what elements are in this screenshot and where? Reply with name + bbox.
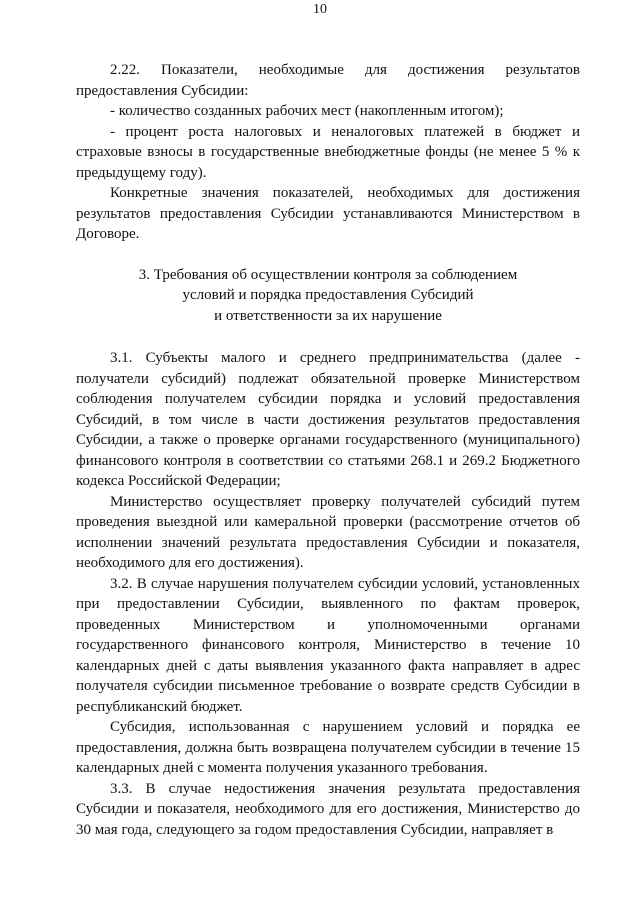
- paragraph-2-22-closing: Конкретные значения показателей, необходимых для достижения результатов предоставления Субсидии устанавливаются Министерством в Договоре.: [76, 185, 580, 242]
- paragraph-3-2-return: Субсидия, использованная с нарушением условий и порядка ее предоставления, должна быть возвращена получателем субсидии в течение 15 календарных дней с момента получения указанного требования.: [76, 719, 580, 776]
- page-number: 10: [313, 2, 327, 17]
- list-item-tax-growth: - процент роста налоговых и неналоговых платежей в бюджет и страховые взносы в государственные внебюджетные фонды (не менее 5 % к предыдущему году).: [76, 123, 580, 181]
- paragraph-3-2: 3.2. В случае нарушения получателем субсидии условий, установленных при предоставлении Субсидии, выявленного по фактам проверок, проведенных Министерством и уполномоченными органами государственного финансового контроля, Министерство в течение 10 календарных дней с даты выявления указанного факта направляет в адрес получателя субсидии письменное требование о возврате средств Субсидии в республиканский бюджет.: [76, 575, 580, 715]
- section-3-heading-line-1: 3. Требования об осуществлении контроля за соблюдением: [138, 266, 518, 283]
- paragraph-3-3: 3.3. В случае недостижения значения результата предоставления Субсидии и показателя, необходимого для его достижения, Министерство до 30 мая года, следующего за годом предоставления Субсидии, направляет в: [76, 780, 580, 838]
- paragraph-2-22-intro: 2.22. Показатели, необходимые для достижения результатов предоставления Субсидии:: [76, 62, 580, 99]
- document-body: [76, 60, 580, 840]
- paragraph-3-1-ministry-check: Министерство осуществляет проверку получателей субсидий путем проведения выездной или камеральной проверки (рассмотрение отчетов об исполнении значений результата предоставления Субсидии и показателя, необходимого для его достижения).: [76, 493, 580, 571]
- section-3-heading-line-3: и ответственности за их нарушение: [214, 307, 442, 324]
- section-3-heading-line-2: условий и порядка предоставления Субсидий: [182, 287, 474, 303]
- section-3-heading: [76, 265, 580, 327]
- paragraph-3-1: 3.1. Субъекты малого и среднего предпринимательства (далее - получатели субсидий) подлежат обязательной проверке Министерством соблюдения получателем субсидии порядка и условий предоставления Субсидий, в том числе в части достижения результатов предоставления Субсидии, а также о проверке органами государственного (муниципального) финансового контроля в соответствии со статьями 268.1 и 269.2 Бюджетного кодекса Российской Федерации;: [76, 350, 580, 489]
- list-item-jobs: - количество созданных рабочих мест (накопленным итогом);: [110, 103, 504, 119]
